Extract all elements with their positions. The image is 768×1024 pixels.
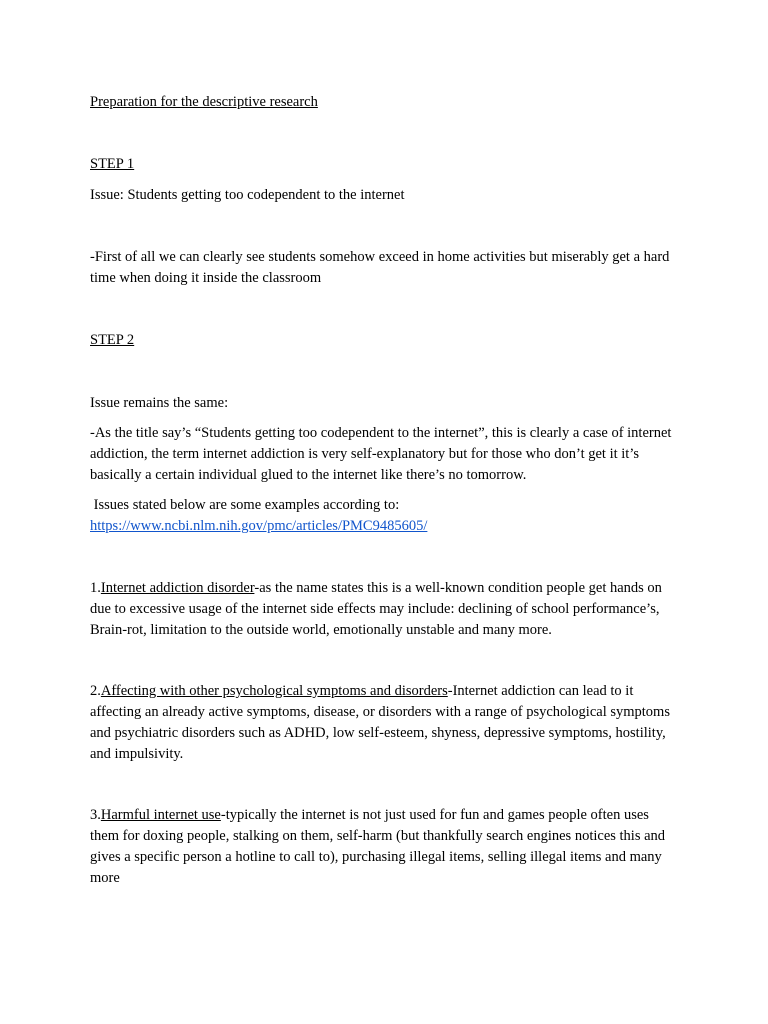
step1-paragraph: -First of all we can clearly see students somehow exceed in home activities but miserably get a hard time when doing it inside the classroom bbox=[90, 249, 670, 286]
step2-paragraph: -As the title say’s “Students getting too codependent to the internet”, this is clearly a case of internet addiction, the term internet addiction is very self-explanatory but for those who don’t get it it’s basically a certain individual glued to the internet like there’s no tomorrow. bbox=[90, 425, 672, 483]
item-term: Internet addiction disorder bbox=[100, 580, 255, 596]
document-title: Preparation for the descriptive research bbox=[90, 94, 318, 110]
item-number: 1. bbox=[90, 580, 101, 596]
list-item bbox=[90, 578, 680, 641]
item-term: Affecting with other psychological symptoms and disorders bbox=[100, 683, 448, 699]
item-text: -as the name states this is a well-known condition people get hands on due to excessive usage of the internet side effects may include: declining of school performance’s, Brain-rot, limitation to the outside world, emotionally unstable and many more. bbox=[90, 580, 662, 638]
source-intro: Issues stated below are some examples according to: bbox=[90, 497, 400, 513]
item-text: -typically the internet is not just used for fun and games people often uses them for doxing people, stalking on them, self-harm (but thankfully search engines notices this and gives a specific person a hotline to call to), purchasing illegal items, selling illegal items and many more bbox=[90, 807, 666, 886]
step1-issue: Issue: Students getting too codependent to the internet bbox=[90, 187, 405, 203]
item-term: Harmful internet use bbox=[100, 807, 221, 823]
item-number: 3. bbox=[90, 807, 101, 823]
step2-heading: STEP 2 bbox=[90, 332, 135, 348]
source-link[interactable]: https://www.ncbi.nlm.nih.gov/pmc/articles/PMC9485605/ bbox=[90, 518, 428, 534]
source-block bbox=[90, 495, 680, 537]
item-text: -Internet addiction can lead to it affecting an already active symptoms, disease, or disorders with a range of psychological symptoms and psychiatric disorders such as ADHD, low self-esteem, shyness, depressive symptoms, hostility, and impulsivity. bbox=[90, 683, 670, 762]
step1-heading: STEP 1 bbox=[90, 156, 135, 172]
list-item bbox=[90, 681, 680, 765]
step2-issue: Issue remains the same: bbox=[90, 395, 229, 411]
list-item bbox=[90, 805, 680, 889]
item-number: 2. bbox=[90, 683, 101, 699]
